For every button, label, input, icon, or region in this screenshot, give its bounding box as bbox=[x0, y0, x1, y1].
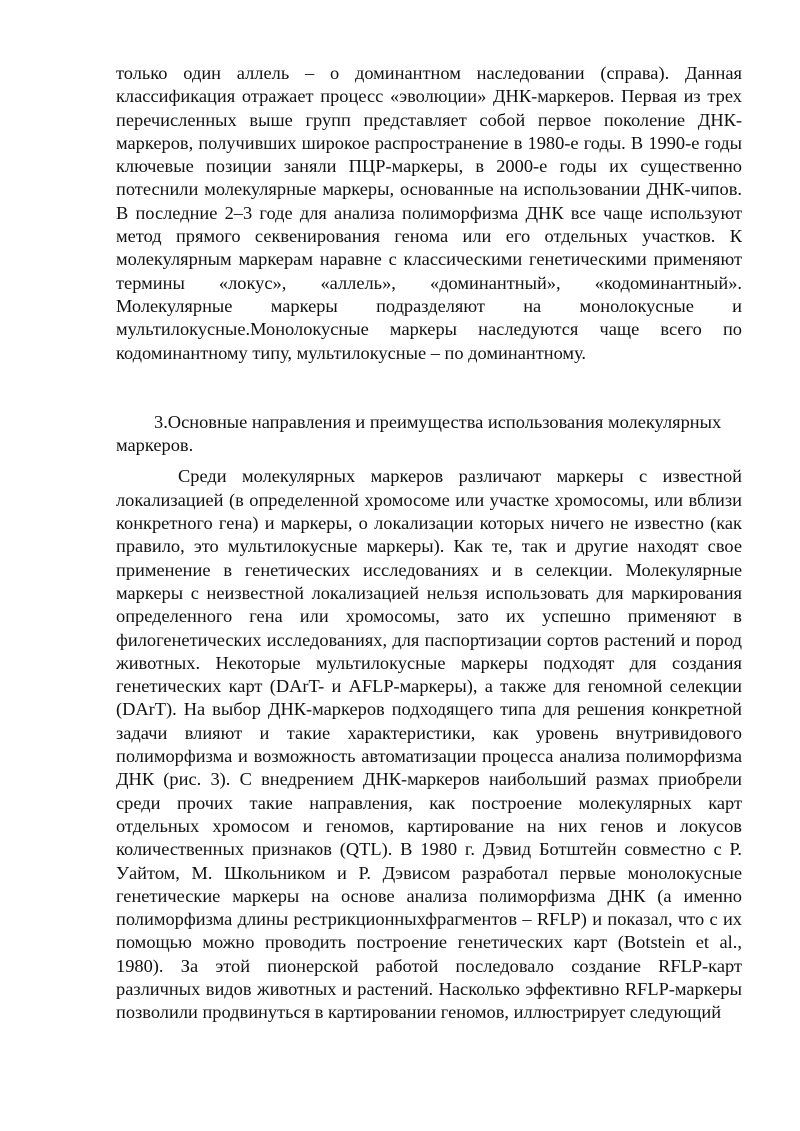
document-page bbox=[116, 62, 742, 1025]
paragraph-continuation: только один аллель – о доминантном наследовании (справа). Данная классификация отражает процесс «эволюции» ДНК-маркеров. Первая из трех перечисленных выше групп представляет собой первое поколение ДНК-маркеров, получивших широкое распространение в 1980-е годы. В 1990-е годы ключевые позиции заняли ПЦР-маркеры, в 2000-е годы их существенно потеснили молекулярные маркеры, основанные на использовании ДНК-чипов. В последние 2–3 годе для анализа полиморфизма ДНК все чаще используют метод прямого секвенирования генома или его отдельных участков. К молекулярным маркерам наравне с классическими генетическими применяют термины «локус», «аллель», «доминантный», «кодоминантный». Молекулярные маркеры подразделяют на монолокусные и мультилокусные.Монолокусные маркеры наследуются чаще всего по кодоминантному типу, мультилокусные – по доминантному. bbox=[116, 63, 742, 363]
section-heading: 3.Основные направления и преимущества использования молекулярных маркеров. bbox=[116, 411, 722, 456]
paragraph-body: Среди молекулярных маркеров различают маркеры с известной локализацией (в определенной хромосоме или участке хромосомы, или вблизи конкретного гена) и маркеры, о локализации которых ничего не известно (как правило, это мультилокусные маркеры). Как те, так и другие находят свое применение в генетических исследованиях и в селекции. Молекулярные маркеры с неизвестной локализацией нельзя использовать для маркирования определенного гена или хромосомы, зато их успешно применяют в филогенетических исследованиях, для паспортизации сортов растений и пород животных. Некоторые мультилокусные маркеры подходят для создания генетических карт (DArT- и AFLP-маркеры), а также для геномной селекции (DArT). На выбор ДНК-маркеров подходящего типа для решения конкретной задачи влияют и такие характеристики, как уровень внутривидового полиморфизма и возможность автоматизации процесса анализа полиморфизма ДНК (рис. 3). С внедрением ДНК-маркеров наибольший размах приобрели среди прочих такие направления, как построение молекулярных карт отдельных хромосом и геномов, картирование на них генов и локусов количественных признаков (QTL). В 1980 г. Дэвид Ботштейн совместно с Р. Уайтом, М. Школьником и Р. Дэвисом разработал первые монолокусные генетические маркеры на основе анализа полиморфизма ДНК (а именно полиморфизма длины рестрикционныхфрагментов – RFLP) и показал, что с их помощью можно проводить построение генетических карт (Botstein et al., 1980). За этой пионерской работой последовало создание RFLP-карт различных видов животных и растений. Насколько эффективно RFLP-маркеры позволили продвинуться в картировании геномов, иллюстрирует следующий bbox=[116, 466, 742, 1023]
